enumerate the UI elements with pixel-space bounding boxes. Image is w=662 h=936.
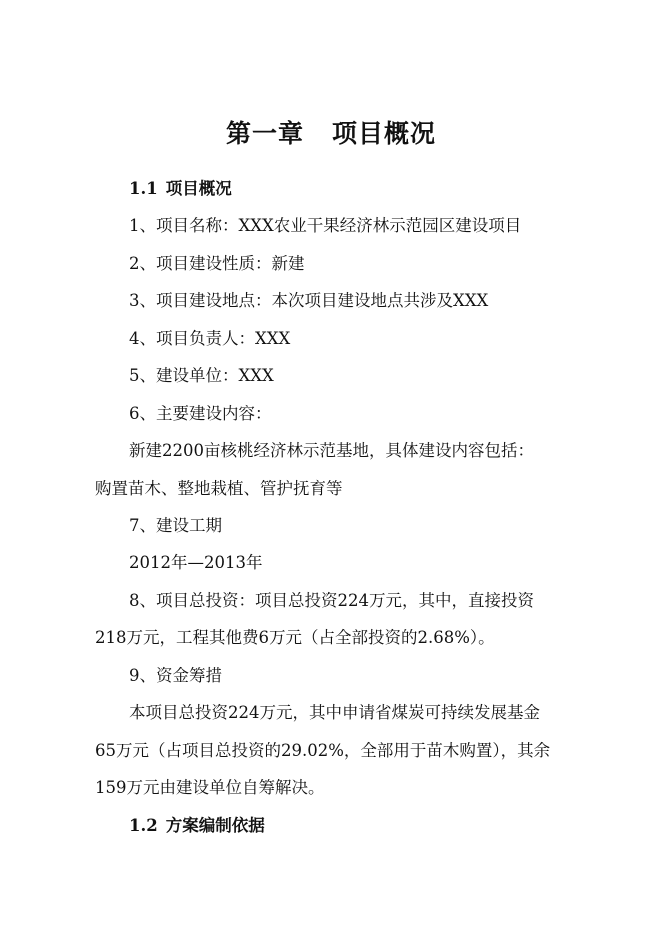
content-paragraph-line-1: 新建2200亩核桃经济林示范基地，具体建设内容包括： bbox=[129, 441, 534, 460]
item-construction-nature: 2、项目建设性质：新建 bbox=[129, 254, 305, 273]
funding-paragraph-line-2: 65万元（占项目总投资的29.02%，全部用于苗木购置），其余 bbox=[95, 741, 551, 760]
period-text: 2012年—2013年 bbox=[129, 553, 263, 572]
section-heading-1-2 bbox=[129, 813, 619, 839]
funding-paragraph-line-3: 159万元由建设单位自筹解决。 bbox=[95, 778, 325, 797]
item-total-investment-line-2: 218万元，工程其他费6万元（占全部投资的2.68%）。 bbox=[95, 628, 495, 647]
section-title: 方案编制依据 bbox=[165, 816, 265, 835]
item-construction-site: 3、项目建设地点：本次项目建设地点共涉及XXX bbox=[129, 291, 489, 310]
item-funding: 9、资金筹措 bbox=[129, 666, 222, 685]
funding-paragraph-line-1: 本项目总投资224万元，其中申请省煤炭可持续发展基金 bbox=[129, 703, 540, 722]
item-project-name: 1、项目名称：XXX农业干果经济林示范园区建设项目 bbox=[129, 216, 522, 235]
section-title: 项目概况 bbox=[165, 179, 232, 198]
chapter-prefix: 第一章 bbox=[225, 119, 304, 148]
item-main-content: 6、主要建设内容： bbox=[129, 404, 272, 423]
chapter-name: 项目概况 bbox=[332, 119, 437, 148]
section-heading-1-1 bbox=[129, 176, 619, 202]
section-number: 1.1 bbox=[129, 179, 158, 198]
item-construction-period: 7、建设工期 bbox=[129, 516, 222, 535]
item-total-investment-line-1: 8、项目总投资：项目总投资224万元，其中，直接投资 bbox=[129, 591, 534, 610]
section-number: 1.2 bbox=[129, 816, 158, 835]
chapter-title bbox=[0, 114, 662, 154]
item-construction-unit: 5、建设单位：XXX bbox=[129, 366, 274, 385]
content-paragraph-line-2: 购置苗木、整地栽植、管护抚育等 bbox=[95, 479, 343, 498]
item-project-leader: 4、项目负责人：XXX bbox=[129, 329, 291, 348]
